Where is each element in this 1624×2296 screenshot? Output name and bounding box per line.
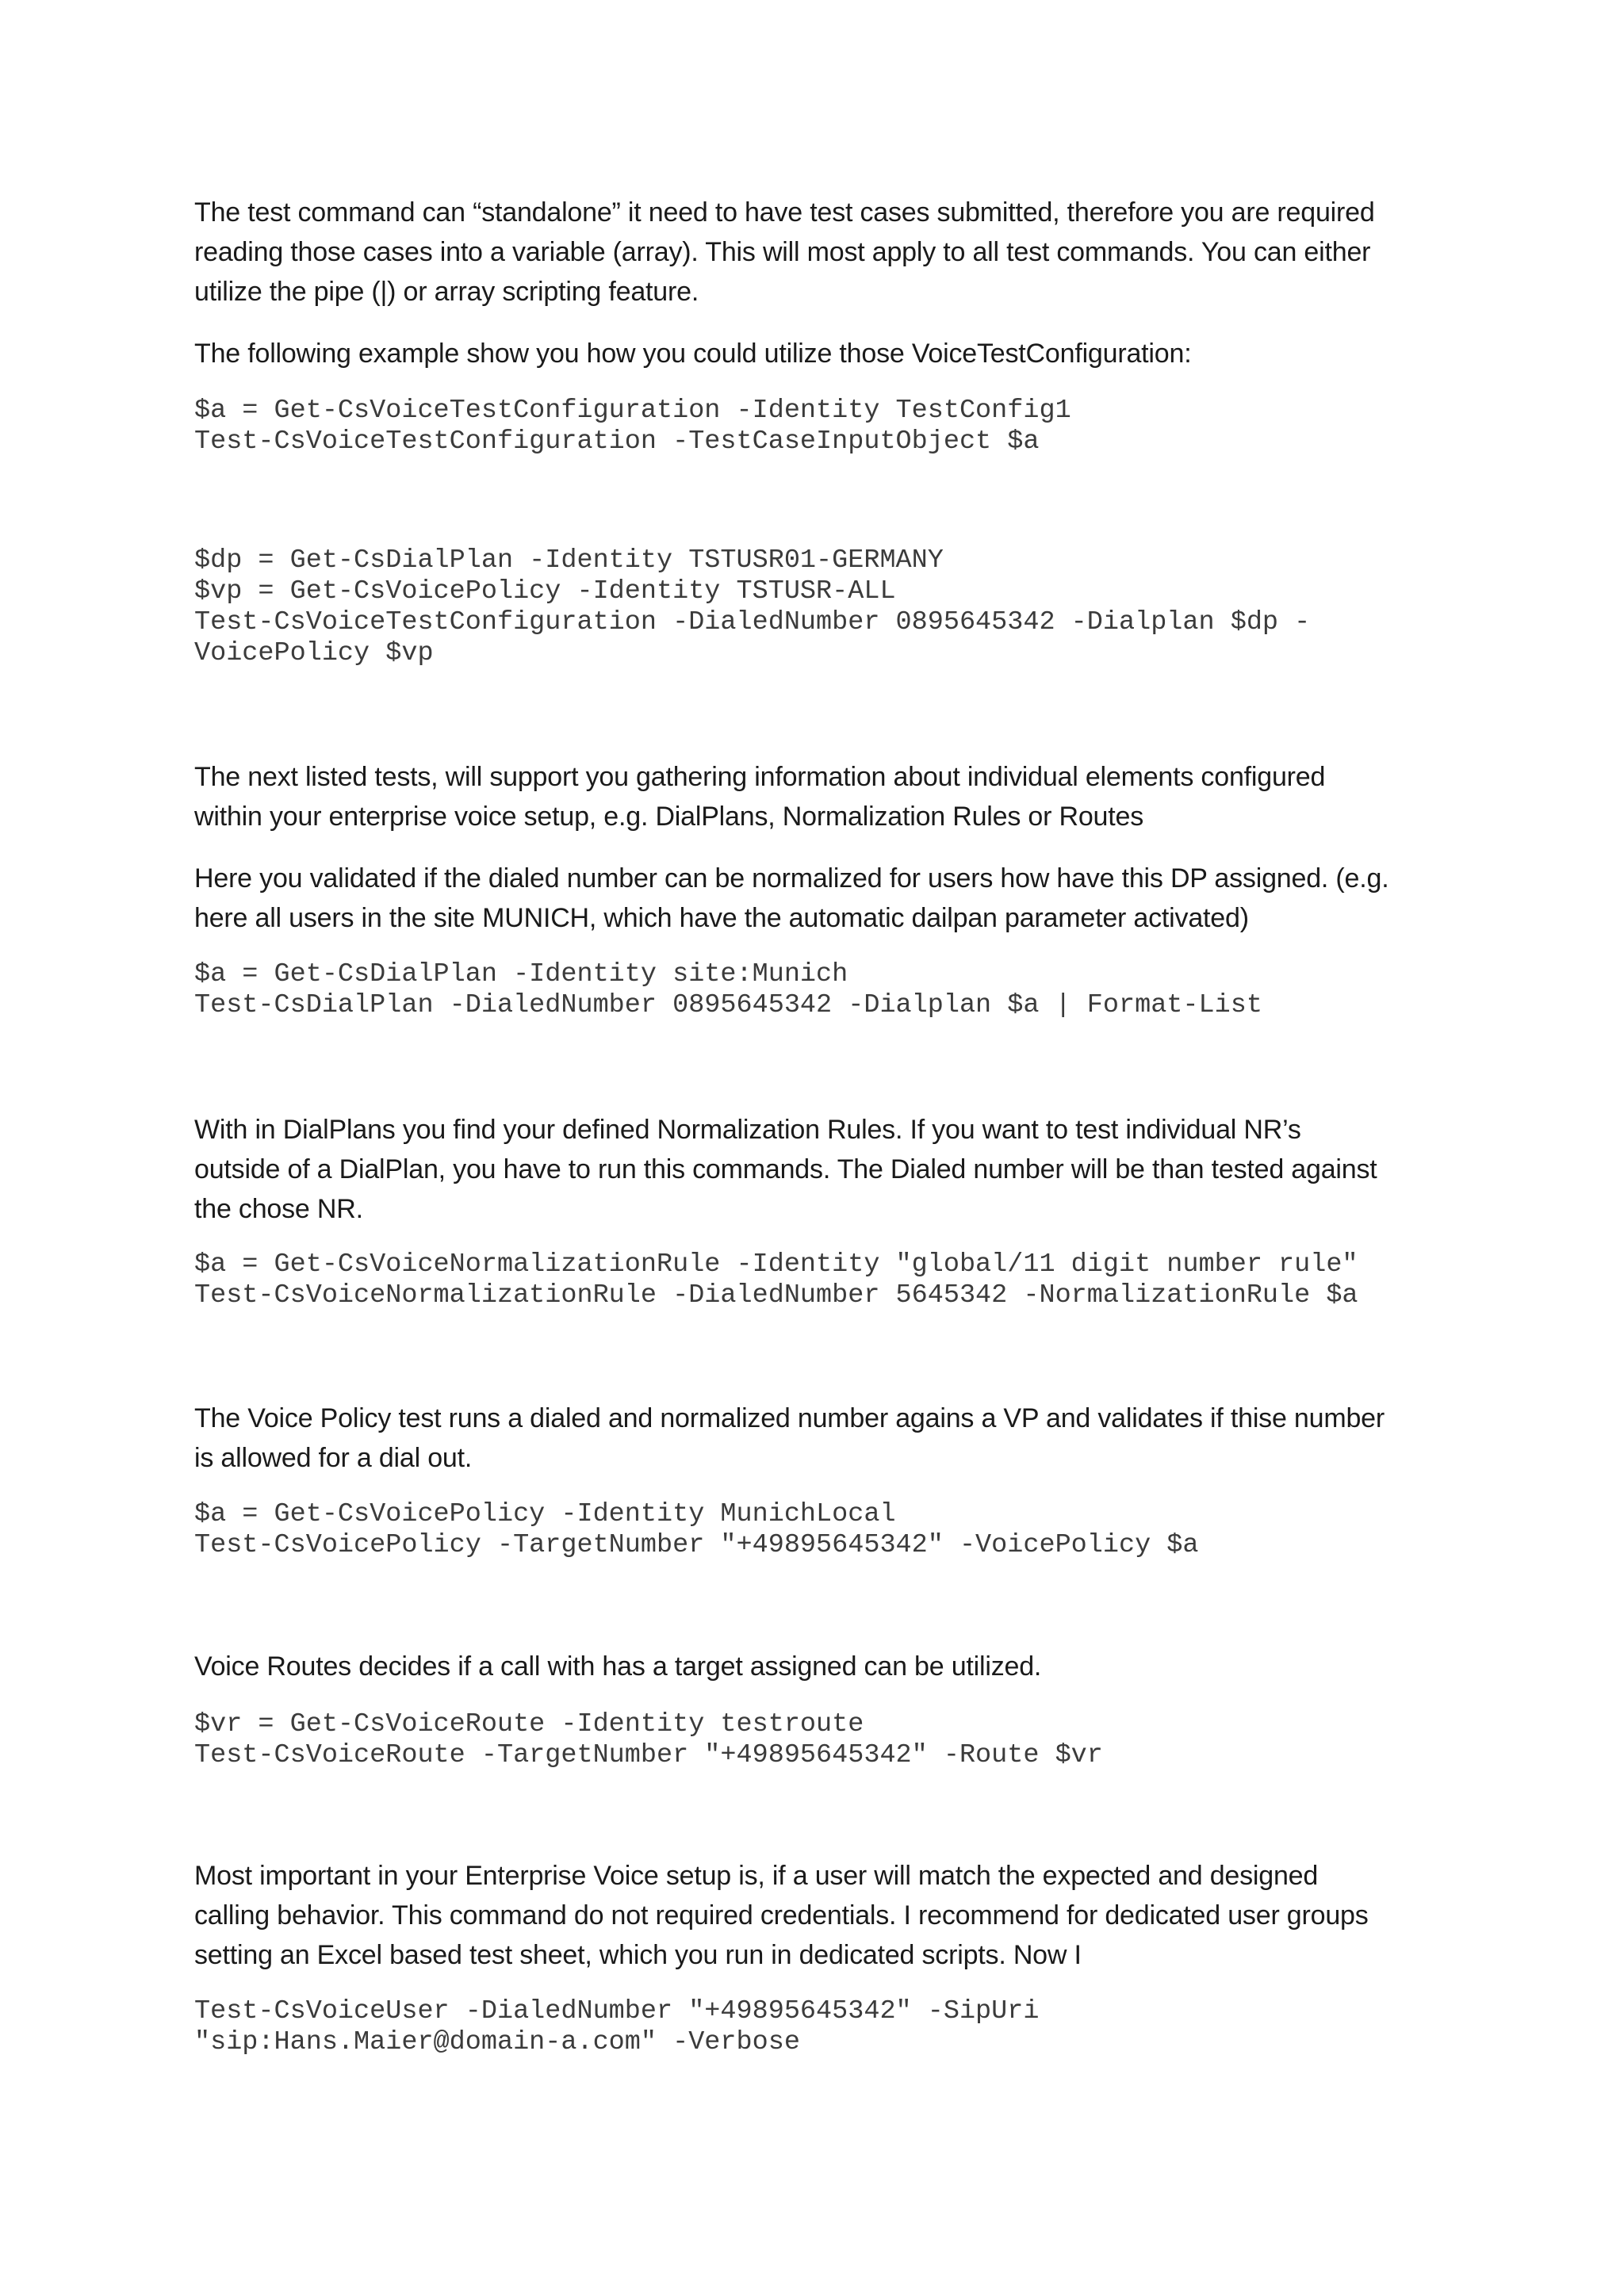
example-intro-line: The following example show you how you could utilize those VoiceTestConfiguration: bbox=[194, 339, 1192, 369]
code-voice-route bbox=[194, 1709, 1447, 1771]
code-line: $dp = Get-CsDialPlan -Identity TSTUSR01-GERMANY bbox=[194, 545, 944, 576]
code-line: $vr = Get-CsVoiceRoute -Identity testroute bbox=[194, 1709, 864, 1739]
code-line: VoicePolicy $vp bbox=[194, 638, 434, 668]
intro-line: reading those cases into a variable (array). This will most apply to all test commands. You can either bbox=[194, 237, 1371, 267]
voice-user-description bbox=[194, 1856, 1447, 1975]
code-line: $a = Get-CsVoicePolicy -Identity MunichLocal bbox=[194, 1499, 896, 1529]
voice-policy-description-line: is allowed for a dial out. bbox=[194, 1443, 473, 1473]
voice-routes-description bbox=[194, 1647, 1447, 1686]
code-voice-policy bbox=[194, 1499, 1447, 1561]
voice-user-description-line: Most important in your Enterprise Voice setup is, if a user will match the expected and designed bbox=[194, 1861, 1319, 1891]
code-line: $vp = Get-CsVoicePolicy -Identity TSTUSR-ALL bbox=[194, 576, 896, 607]
code-normalization-rule bbox=[194, 1249, 1447, 1311]
code-line: Test-CsVoicePolicy -TargetNumber "+49895645342" -VoicePolicy $a bbox=[194, 1530, 1199, 1560]
code-line: Test-CsVoiceTestConfiguration -TestCaseInputObject $a bbox=[194, 427, 1040, 457]
example-intro-paragraph bbox=[194, 334, 1447, 373]
next-tests-line: The next listed tests, will support you gathering information about individual elements configured bbox=[194, 762, 1326, 792]
code-dialplan bbox=[194, 959, 1447, 1021]
dialplan-description-line: here all users in the site MUNICH, which have the automatic dailpan parameter activated) bbox=[194, 903, 1249, 933]
intro-paragraph bbox=[194, 193, 1447, 312]
normalization-description bbox=[194, 1110, 1447, 1229]
code-line: Test-CsVoiceRoute -TargetNumber "+49895645342" -Route $vr bbox=[194, 1740, 1103, 1770]
normalization-description-line: With in DialPlans you find your defined Normalization Rules. If you want to test individual NR’s bbox=[194, 1115, 1301, 1145]
code-line: Test-CsVoiceNormalizationRule -DialedNumber 5645342 -NormalizationRule $a bbox=[194, 1280, 1358, 1311]
code-line: Test-CsVoiceUser -DialedNumber "+49895645342" -SipUri bbox=[194, 1996, 1040, 2026]
intro-line: The test command can “standalone” it need to have test cases submitted, therefore you are required bbox=[194, 197, 1375, 228]
next-tests-paragraph bbox=[194, 757, 1447, 836]
code-line: "sip:Hans.Maier@domain-a.com" -Verbose bbox=[194, 2027, 800, 2057]
next-tests-line: within your enterprise voice setup, e.g. DialPlans, Normalization Rules or Routes bbox=[194, 802, 1144, 832]
voice-user-description-line: calling behavior. This command do not required credentials. I recommend for dedicated user groups bbox=[194, 1900, 1369, 1931]
code-line: $a = Get-CsVoiceTestConfiguration -Identity TestConfig1 bbox=[194, 396, 1071, 426]
dialplan-description bbox=[194, 859, 1447, 938]
code-line: Test-CsDialPlan -DialedNumber 0895645342 -Dialplan $a | Format-List bbox=[194, 990, 1262, 1020]
code-line: Test-CsVoiceTestConfiguration -DialedNumber 0895645342 -Dialplan $dp - bbox=[194, 607, 1311, 637]
voice-policy-description-line: The Voice Policy test runs a dialed and normalized number agains a VP and validates if thise number bbox=[194, 1403, 1385, 1433]
voice-user-description-line: setting an Excel based test sheet, which you run in dedicated scripts. Now I bbox=[194, 1940, 1082, 1970]
normalization-description-line: outside of a DialPlan, you have to run this commands. The Dialed number will be than tested against bbox=[194, 1154, 1377, 1184]
voice-routes-description-line: Voice Routes decides if a call with has a target assigned can be utilized. bbox=[194, 1651, 1042, 1682]
code-dialplan-policy bbox=[194, 545, 1447, 669]
intro-line: utilize the pipe (|) or array scripting feature. bbox=[194, 277, 699, 307]
code-line: $a = Get-CsDialPlan -Identity site:Munich bbox=[194, 959, 848, 989]
voice-policy-description bbox=[194, 1399, 1447, 1478]
normalization-description-line: the chose NR. bbox=[194, 1194, 363, 1224]
code-voice-test-configuration bbox=[194, 396, 1447, 457]
code-line: $a = Get-CsVoiceNormalizationRule -Identity "global/11 digit number rule" bbox=[194, 1249, 1358, 1280]
code-voice-user bbox=[194, 1996, 1447, 2058]
dialplan-description-line: Here you validated if the dialed number can be normalized for users how have this DP assigned. (e.g. bbox=[194, 863, 1389, 894]
